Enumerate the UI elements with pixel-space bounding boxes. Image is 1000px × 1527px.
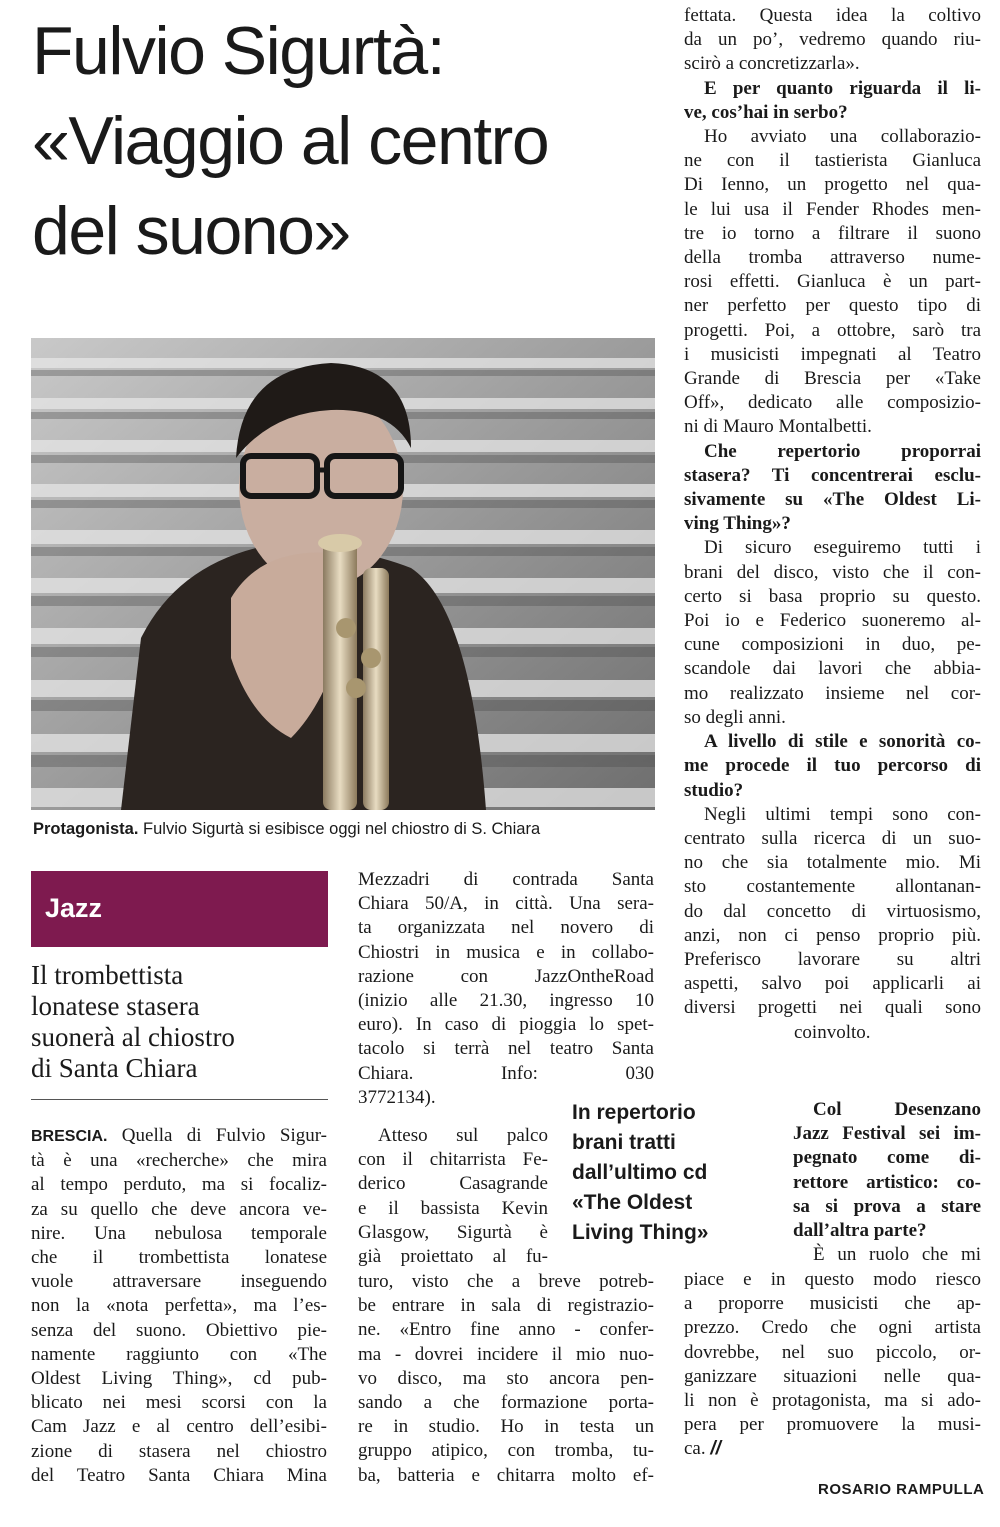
- body-line: Poi io e Federico suoneremo al-: [684, 610, 981, 632]
- body-line: cune composizioni in duo, pe-: [684, 634, 981, 656]
- body-line: scandole dai lavori che abbia-: [684, 658, 981, 680]
- body-line: Negli ultimi tempi sono con-: [704, 803, 981, 825]
- question-line: me procede il tuo percorso di: [684, 755, 981, 777]
- body-line: i musicisti impegnati al Teatro: [684, 343, 981, 365]
- section-tag: [31, 871, 328, 947]
- body-line: ganizzare situazioni nelle qua-: [684, 1365, 981, 1387]
- body-line: BRESCIA. Quella di Fulvio Sigur-: [31, 1125, 327, 1146]
- body-line: le lui usa il Fender Rhodes men-: [684, 198, 981, 220]
- body-line: tre io torno a filtrare il suono: [684, 222, 981, 244]
- body-line: aspetti, salvo poi applicarli ai: [684, 973, 981, 995]
- question-line: Che repertorio proporrai: [704, 440, 981, 462]
- body-line: tacolo si terrà nel teatro Santa: [358, 1038, 654, 1060]
- body-line: Chiostri in musica e in collabo-: [358, 941, 654, 963]
- question-line: A livello di stile e sonorità co-: [704, 731, 981, 753]
- body-column-3-wrap: [793, 1098, 981, 1267]
- body-line: centrato sulla ricerca di un suo-: [684, 827, 981, 849]
- article-photo: [31, 338, 655, 810]
- body-line: gruppo atipico, con tromba, tu-: [358, 1440, 654, 1462]
- body-column-2-wrap: [358, 1124, 548, 1269]
- body-line: È un ruolo che mi: [813, 1244, 981, 1266]
- body-line: ner perfetto per questo tipo di: [684, 295, 981, 317]
- body-line: senza del suono. Obiettivo pie-: [31, 1319, 327, 1341]
- body-line: sando a che formazione porta-: [358, 1392, 654, 1414]
- pull-quote-line: brani tratti: [572, 1131, 676, 1154]
- body-column-1: [31, 1124, 327, 1488]
- body-line: Chiara. Info: 030: [358, 1062, 654, 1084]
- question-line: sa si prova a stare: [793, 1195, 981, 1217]
- body-line: al tempo perduto, ma si focaliz-: [31, 1174, 327, 1196]
- deck: [31, 960, 331, 1084]
- body-line: derico Casagrande: [358, 1173, 548, 1195]
- body-line: zione di stasera nel chiostro: [31, 1440, 327, 1462]
- body-column-3-bottom: [684, 1268, 981, 1462]
- question-line: Col Desenzano: [813, 1099, 981, 1120]
- deck-divider: [31, 1099, 328, 1100]
- last-line: [684, 1437, 981, 1461]
- body-line: Di sicuro eseguiremo tutti i: [704, 537, 981, 559]
- body-line: vuole attraversare inseguendo: [31, 1271, 327, 1293]
- body-line: ne con il tastierista Gianluca: [684, 150, 981, 172]
- body-line: diversi progetti nei quali sono: [684, 997, 981, 1019]
- body-line: progetti. Poi, a ottobre, sarò tra: [684, 319, 981, 341]
- question-line: stasera? Ti concentrerai esclu-: [684, 464, 981, 486]
- body-line: sto costantemente allontanan-: [684, 876, 981, 898]
- question-line: rettore artistico: co-: [793, 1171, 981, 1193]
- body-line: Chiara 50/A, in città. Una sera-: [358, 893, 654, 915]
- body-line: Off», dedicato alle composizio-: [684, 392, 981, 414]
- body-column-2-top: [358, 868, 654, 1110]
- body-line: blicato nei mesi scorsi con la: [31, 1392, 327, 1414]
- caption-lead: Protagonista.: [33, 820, 139, 838]
- deck-line: di Santa Chiara: [31, 1053, 198, 1083]
- body-column-2-bottom: [358, 1270, 654, 1488]
- deck-line: suonerà al chiostro: [31, 1022, 235, 1052]
- body-line: ca.: [684, 1438, 706, 1460]
- body-line: pera per promuovere la musi-: [684, 1414, 981, 1436]
- trumpeter-photo: [31, 338, 655, 810]
- photo-caption: [33, 818, 653, 840]
- body-line: (inizio alle 21.30, ingresso 10: [358, 990, 654, 1012]
- byline: ROSARIO RAMPULLA: [818, 1481, 985, 1498]
- body-line: do dal concetto di virtuosismo,: [684, 900, 981, 922]
- body-line: ne. «Entro fine anno - confer-: [358, 1319, 654, 1341]
- body-line: non la «nota perfetta», ma l’es-: [31, 1295, 327, 1317]
- body-line: Cam Jazz e al centro dell’esibi-: [31, 1416, 327, 1438]
- body-line: ba, batteria e chitarra molto ef-: [358, 1464, 654, 1486]
- headline-line: del suono»: [32, 193, 350, 269]
- body-line: ma - dovrei incidere il mio nuo-: [358, 1343, 654, 1365]
- headline-line: «Viaggio al centro: [32, 103, 549, 179]
- dateline: BRESCIA.: [31, 1128, 108, 1145]
- body-line: mo realizzato insieme nel cor-: [684, 682, 981, 704]
- body-line: namente raggiunto con «The: [31, 1343, 327, 1365]
- body-line: vo disco, ma sto ancora pen-: [358, 1367, 654, 1389]
- body-line: li non è protagonista, ma si ado-: [684, 1390, 981, 1412]
- body-line: con il chitarrista Fe-: [358, 1149, 548, 1171]
- body-line: scirò a concretizzarla».: [684, 53, 860, 75]
- body-column-3: [684, 4, 981, 1045]
- section-tag-label: Jazz: [45, 893, 103, 923]
- body-line: no che sia totalmente mio. Mi: [684, 852, 981, 874]
- caption-text: Fulvio Sigurtà si esibisce oggi nel chiostro di S. Chiara: [138, 820, 541, 838]
- body-line: tà è una «recherche» che mira: [31, 1150, 327, 1172]
- body-line: anzi, non ci penso proprio più.: [684, 924, 981, 946]
- question-line: dall’altra parte?: [793, 1220, 927, 1242]
- body-line: piace e in questo modo riesco: [684, 1269, 981, 1290]
- body-line: Mezzadri di contrada Santa: [358, 869, 654, 890]
- pull-quote-line: «The Oldest: [572, 1191, 693, 1214]
- question-line: Jazz Festival sei im-: [793, 1123, 981, 1145]
- deck-line: Il trombettista: [31, 960, 184, 990]
- deck-line: lonatese stasera: [31, 991, 200, 1021]
- question-line: pegnato come di-: [793, 1147, 981, 1169]
- body-line: turo, visto che a breve potreb-: [358, 1271, 654, 1292]
- body-line: ni di Mauro Montalbetti.: [684, 416, 872, 438]
- pull-quote-line: Living Thing»: [572, 1221, 709, 1244]
- body-line: re in studio. Ho in testa un: [358, 1416, 654, 1438]
- body-line: za su quello che deve ancora ve-: [31, 1198, 327, 1220]
- body-line: del Teatro Santa Chiara Mina: [31, 1464, 327, 1486]
- end-mark: //: [710, 1438, 721, 1460]
- body-line: Atteso sul palco: [378, 1125, 548, 1146]
- body-line: già proiettato al fu-: [358, 1246, 548, 1268]
- body-line: be entrare in sala di registrazio-: [358, 1295, 654, 1317]
- body-line: 3772134).: [358, 1086, 436, 1108]
- body-line: certo si basa proprio su questo.: [684, 585, 981, 607]
- body-line: coinvolto.: [794, 1021, 871, 1043]
- body-line: Ho avviato una collaborazio-: [704, 126, 981, 148]
- body-line: Oldest Living Thing», cd pub-: [31, 1368, 327, 1390]
- question-line: ving Thing»?: [684, 513, 791, 535]
- body-line: della tromba attraverso nume-: [684, 247, 981, 269]
- question-line: studio?: [684, 779, 744, 801]
- body-line: ta organizzata nel novero di: [358, 917, 654, 939]
- pull-quote-line: dall’ultimo cd: [572, 1161, 708, 1184]
- body-line: euro). In caso di pioggia lo spet-: [358, 1014, 654, 1036]
- body-line: fettata. Questa idea la coltivo: [684, 5, 981, 26]
- body-line: brani del disco, visto che il con-: [684, 561, 981, 583]
- body-line: rosi effetti. Gianluca è un part-: [684, 271, 981, 293]
- pull-quote-line: In repertorio: [572, 1101, 696, 1124]
- question-line: E per quanto riguarda il li-: [704, 77, 981, 99]
- body-line: nire. Una nebulosa temporale: [31, 1222, 327, 1244]
- headline-line: Fulvio Sigurtà:: [32, 13, 445, 89]
- body-line: Preferisco lavorare su altri: [684, 948, 981, 970]
- question-line: sivamente su «The Oldest Li-: [684, 489, 981, 511]
- body-line: prezzo. Credo che ogni artista: [684, 1317, 981, 1339]
- question-line: ve, cos’hai in serbo?: [684, 101, 848, 123]
- body-line: da un po’, vedremo quando riu-: [684, 29, 981, 51]
- body-line: dovrebbe, nel suo piccolo, or-: [684, 1341, 981, 1363]
- pull-quote: [572, 1098, 732, 1248]
- body-line: che il trombettista lonatese: [31, 1247, 327, 1269]
- body-line: Glasgow, Sigurtà è: [358, 1221, 548, 1243]
- body-line: Grande di Brescia per «Take: [684, 368, 981, 390]
- body-line: so degli anni.: [684, 706, 786, 728]
- body-line: razione con JazzOntheRoad: [358, 965, 654, 987]
- body-line: Di Ienno, un progetto nel qua-: [684, 174, 981, 196]
- headline: [32, 6, 672, 276]
- body-line: e il bassista Kevin: [358, 1197, 548, 1219]
- body-line: a proporre musicisti che ap-: [684, 1293, 981, 1315]
